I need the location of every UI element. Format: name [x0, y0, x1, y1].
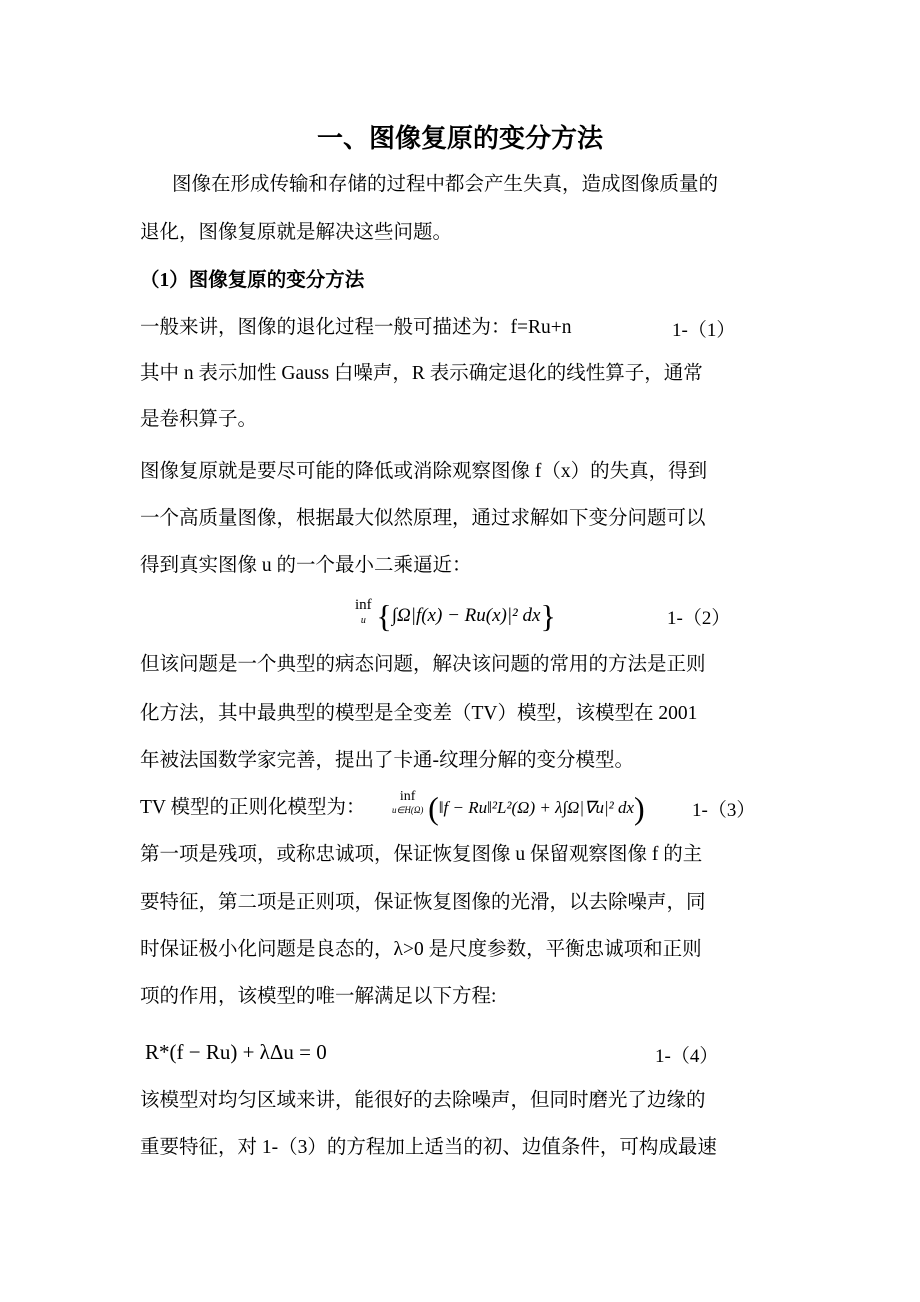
- paragraph-line: 一般来讲，图像的退化过程一般可描述为：f=Ru+n: [140, 317, 572, 338]
- equation-4: R*(f − Ru) + λΔu = 0: [145, 1040, 327, 1064]
- inf-operator: inf: [355, 597, 372, 613]
- section-heading: （1）图像复原的变分方法: [140, 270, 365, 291]
- paragraph-line: 时保证极小化问题是良态的，λ>0 是尺度参数，平衡忠诚项和正则: [140, 939, 702, 960]
- equation-number: 1-（1）: [672, 320, 736, 341]
- equation-number: 1-（2）: [667, 608, 731, 629]
- paragraph-line: 年被法国数学家完善，提出了卡通-纹理分解的变分模型。: [140, 750, 634, 771]
- paragraph-line: 但该问题是一个典型的病态问题，解决该问题的常用的方法是正则: [140, 654, 706, 675]
- paragraph-line: TV 模型的正则化模型为：: [140, 797, 366, 818]
- equation-body: ∫Ω|f(x) − Ru(x)|² dx: [391, 605, 541, 626]
- paragraph-line: 一个高质量图像，根据最大似然原理，通过求解如下变分问题可以: [140, 508, 706, 529]
- inf-subscript: u∈H(Ω): [392, 805, 424, 815]
- paragraph-line: 图像复原就是要尽可能的降低或消除观察图像 f（x）的失真，得到: [140, 461, 708, 482]
- equation-body: ‖f − Ru‖²L²(Ω) + λ∫Ω|∇u|² dx: [438, 798, 635, 817]
- paragraph-line: 化方法，其中最典型的模型是全变差（TV）模型，该模型在 2001: [140, 703, 698, 724]
- inf-subscript: u: [360, 615, 366, 626]
- paragraph-line: 退化，图像复原就是解决这些问题。: [140, 222, 453, 243]
- equation-number: 1-（4）: [655, 1046, 719, 1067]
- paragraph-line: 第一项是残项，或称忠诚项，保证恢复图像 u 保留观察图像 f 的主: [140, 844, 703, 865]
- equation-3: inf u∈H(Ω) (‖f − Ru‖²L²(Ω) + λ∫Ω|∇u|² dx): [392, 789, 645, 826]
- paragraph-line: 其中 n 表示加性 Gauss 白噪声，R 表示确定退化的线性算子，通常: [140, 363, 703, 384]
- equation-2: inf u {∫Ω|f(x) − Ru(x)|² dx}: [355, 597, 556, 634]
- paragraph-line: 是卷积算子。: [140, 409, 258, 430]
- inf-operator: inf: [399, 789, 416, 804]
- equation-number: 1-（3）: [692, 800, 756, 821]
- paragraph-line: 重要特征，对 1-（3）的方程加上适当的初、边值条件，可构成最速: [140, 1137, 717, 1158]
- paragraph-line: 图像在形成传输和存储的过程中都会产生失真，造成图像质量的: [172, 174, 719, 195]
- paragraph-line: 得到真实图像 u 的一个最小二乘逼近：: [140, 555, 472, 576]
- page-title: 一、图像复原的变分方法: [316, 124, 603, 154]
- paragraph-line: 项的作用，该模型的唯一解满足以下方程:: [140, 986, 497, 1007]
- paragraph-line: 该模型对均匀区域来讲，能很好的去除噪声，但同时磨光了边缘的: [140, 1090, 706, 1111]
- paragraph-line: 要特征，第二项是正则项，保证恢复图像的光滑，以去除噪声，同: [140, 892, 706, 913]
